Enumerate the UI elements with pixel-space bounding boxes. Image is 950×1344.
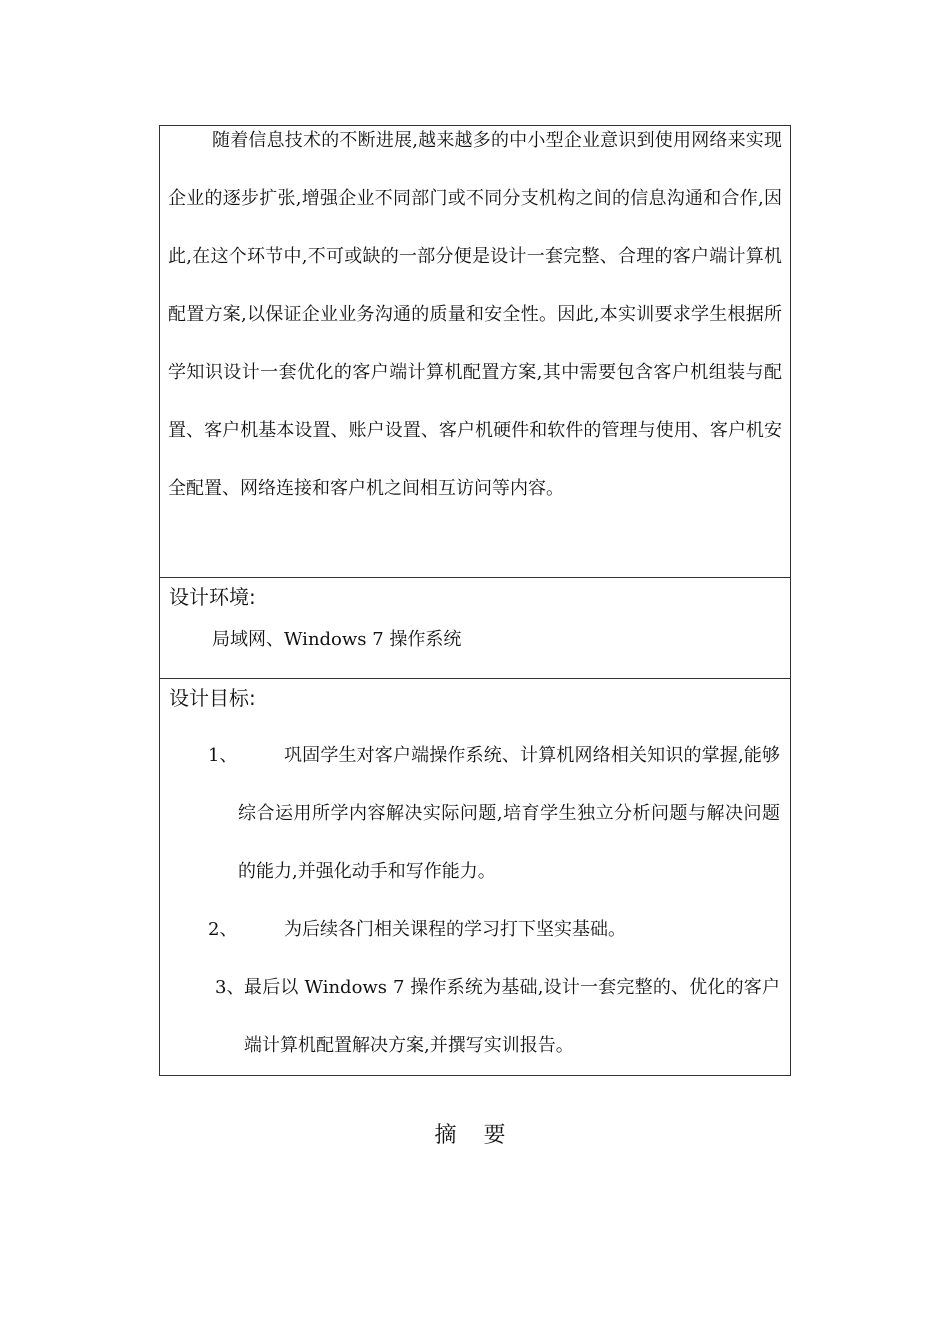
goal-text: 最后以 Windows 7 操作系统为基础,设计一套完整的、优化的客户端计算机配置解决方案,并撰写实训报告。 <box>244 977 780 1056</box>
goals-row <box>160 679 791 1076</box>
goal-item <box>160 959 780 1075</box>
goal-list <box>160 713 790 1075</box>
environment-row <box>160 578 791 679</box>
intro-cell <box>160 126 791 578</box>
intro-row <box>160 126 791 578</box>
goal-number: 3、 <box>215 977 245 998</box>
goal-item <box>160 901 780 959</box>
abstract-title: 摘 要 <box>434 1123 516 1148</box>
environment-value: 局域网、Windows 7 操作系统 <box>212 629 462 650</box>
intro-paragraph: 随着信息技术的不断进展,越来越多的中小型企业意识到使用网络来实现企业的逐步扩张,增强企业不同部门或不同分支机构之间的信息沟通和合作,因此,在这个环节中,不可或缺的一部分便是设计一套完整、合理的客户端计算机配置方案,以保证企业业务沟通的质量和安全性。因此,本实训要求学生根据所学知识设计一套优化的客户端计算机配置方案,其中需要包含客户机组装与配置、客户机基本设置、账户设置、客户机硬件和软件的管理与使用、客户机安全配置、网络连接和客户机之间相互访问等内容。 <box>168 130 782 499</box>
requirements-table <box>159 125 791 1076</box>
environment-cell <box>160 578 791 679</box>
goals-cell <box>160 679 791 1076</box>
goal-text: 为后续各门相关课程的学习打下坚实基础。 <box>284 919 626 940</box>
environment-label: 设计环境: <box>169 585 256 609</box>
goal-number: 1、 <box>208 745 238 766</box>
goals-label: 设计目标: <box>169 686 256 710</box>
goal-number: 2、 <box>208 919 238 940</box>
goal-item <box>160 727 780 901</box>
goal-text: 巩固学生对客户端操作系统、计算机网络相关知识的掌握,能够综合运用所学内容解决实际问题,培育学生独立分析问题与解决问题的能力,并强化动手和写作能力。 <box>238 745 780 882</box>
